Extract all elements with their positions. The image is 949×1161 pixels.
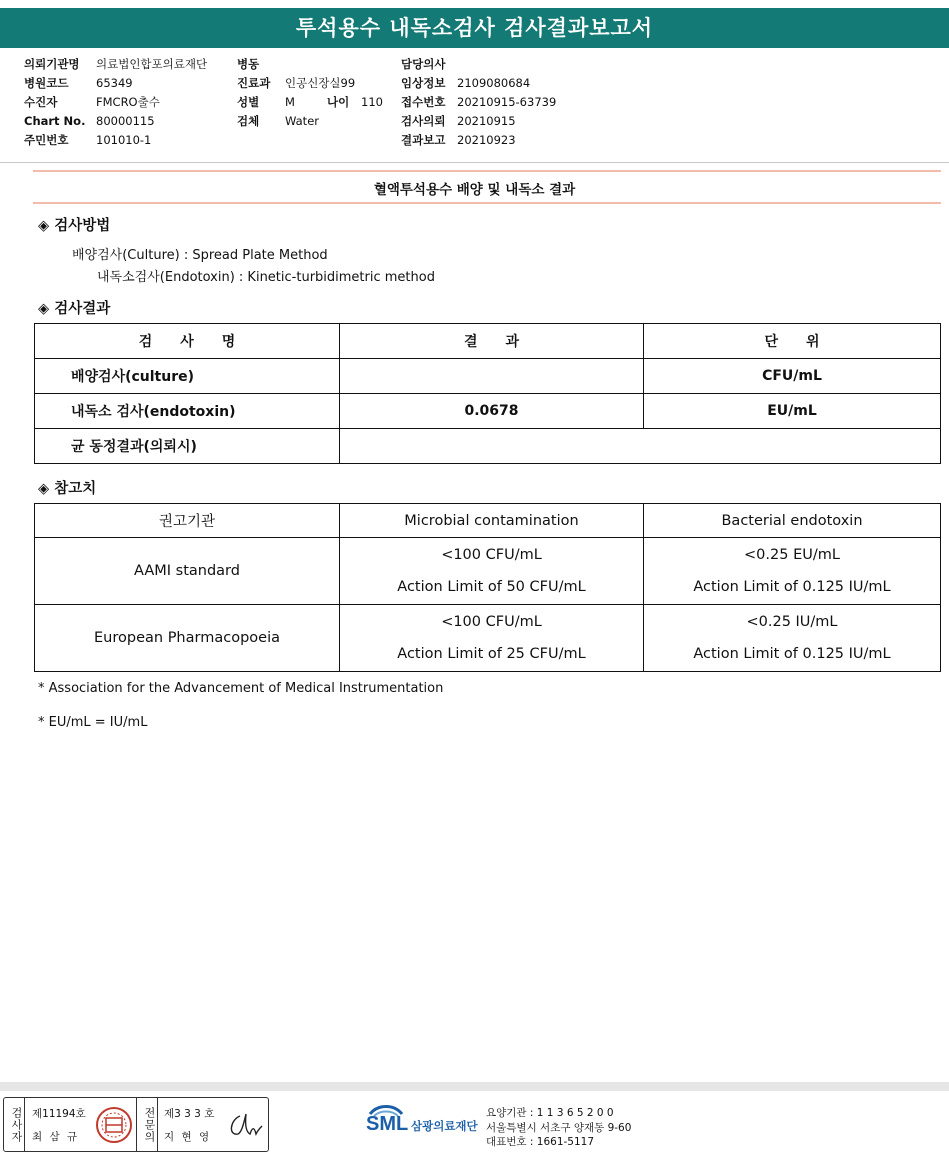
col-header-test: 검 사 명 (35, 324, 340, 359)
header-divider (0, 162, 949, 163)
table-header-row (35, 324, 941, 359)
org-phone: 대표번호 : 1661-5117 (486, 1136, 595, 1148)
report-title: 투석용수 내독소검사 검사결과보고서 (0, 8, 949, 48)
specialist-name: 지 현 영 (164, 1131, 212, 1143)
microbial-limit (340, 605, 644, 672)
microbial-max: <100 CFU/mL (441, 614, 542, 630)
test-unit: CFU/mL (644, 359, 941, 394)
section-title: 혈액투석용수 배양 및 내독소 결과 (373, 182, 576, 198)
method-culture: 배양검사(Culture) : Spread Plate Method (72, 248, 328, 263)
reference-heading: ◈ 참고치 (38, 481, 97, 497)
header-row: 임상정보 2109080684 (401, 76, 531, 90)
header-row: 의뢰기관명 의료법인합포의료재단 (24, 57, 208, 71)
identification-label: 균 동정결과(의뢰시) (35, 429, 340, 464)
method-heading: ◈ 검사방법 (38, 218, 111, 234)
header-row: 진료과 인공신장실99 (237, 76, 356, 90)
microbial-action-limit: Action Limit of 25 CFU/mL (397, 646, 586, 662)
header-col-1 (24, 55, 207, 150)
microbial-max: <100 CFU/mL (441, 547, 542, 563)
endotoxin-limit (644, 538, 941, 605)
note-units: * EU/mL = IU/mL (38, 715, 148, 730)
test-result (340, 359, 644, 394)
method-endotoxin: 내독소검사(Endotoxin) : Kinetic-turbidimetric method (97, 270, 435, 285)
endotoxin-action-limit: Action Limit of 0.125 IU/mL (693, 579, 891, 595)
col-header-agency: 권고기관 (35, 504, 340, 538)
test-unit: EU/mL (644, 394, 941, 429)
test-result: 0.0678 (340, 394, 644, 429)
header-row: 병동 (237, 57, 260, 71)
specialist-number: 제3 3 3 호 (164, 1108, 215, 1120)
table-row (35, 394, 941, 429)
agency-name: European Pharmacopoeia (35, 605, 340, 672)
reference-table (34, 503, 941, 672)
table-row (35, 429, 941, 464)
table-header-row (35, 504, 941, 538)
table-row (35, 605, 941, 672)
header-col-2 (237, 55, 383, 131)
header-row: 검체 Water (237, 114, 319, 128)
institution-code: 요양기관 : 1 1 3 6 5 2 0 0 (486, 1107, 614, 1119)
specialist-label: 전문의 (136, 1098, 158, 1151)
endotoxin-max: <0.25 IU/mL (746, 614, 838, 630)
header-row: Chart No. 80000115 (24, 114, 155, 128)
agency-name: AAMI standard (35, 538, 340, 605)
table-row (35, 538, 941, 605)
header-row: 주민번호 101010-1 (24, 133, 152, 147)
test-name: 배양검사(culture) (35, 359, 340, 394)
microbial-limit (340, 538, 644, 605)
section-rule-top (33, 170, 941, 172)
examiner-number: 제11194호 (32, 1108, 86, 1120)
org-address: 서울특별시 서초구 양재동 9-60 (486, 1122, 632, 1134)
results-table (34, 323, 941, 464)
header-row: 접수번호 20210915-63739 (401, 95, 557, 109)
signature-box (3, 1097, 269, 1152)
header-row: 결과보고 20210923 (401, 133, 516, 147)
results-heading: ◈ 검사결과 (38, 301, 111, 317)
examiner-label: 검사자 (4, 1098, 25, 1151)
header-col-3 (401, 55, 556, 150)
section-rule-bottom (33, 202, 941, 204)
header-row: 검사의뢰 20210915 (401, 114, 516, 128)
footer-band (0, 1082, 949, 1091)
col-header-result: 결 과 (340, 324, 644, 359)
examiner-name: 최 삼 규 (32, 1131, 80, 1143)
org-name: 삼광의료재단 (411, 1119, 478, 1133)
header-row: 성별 M 나이 110 (237, 95, 383, 109)
examiner-seal-icon (95, 1106, 133, 1144)
endotoxin-limit (644, 605, 941, 672)
signature-icon (226, 1108, 264, 1142)
header-row: 담당의사 (401, 57, 446, 71)
endotoxin-max: <0.25 EU/mL (744, 547, 840, 563)
col-header-endotoxin: Bacterial endotoxin (644, 504, 941, 538)
col-header-microbial: Microbial contamination (340, 504, 644, 538)
note-aami: * Association for the Advancement of Medical Instrumentation (38, 681, 444, 696)
sml-logo-text: SML (366, 1113, 409, 1135)
header-row: 병원코드 65349 (24, 76, 133, 90)
endotoxin-action-limit: Action Limit of 0.125 IU/mL (693, 646, 891, 662)
col-header-unit: 단 위 (644, 324, 941, 359)
header-row: 수진자 FMCRO출수 (24, 95, 160, 109)
microbial-action-limit: Action Limit of 50 CFU/mL (397, 579, 586, 595)
table-row (35, 359, 941, 394)
test-name: 내독소 검사(endotoxin) (35, 394, 340, 429)
identification-value (340, 429, 941, 464)
